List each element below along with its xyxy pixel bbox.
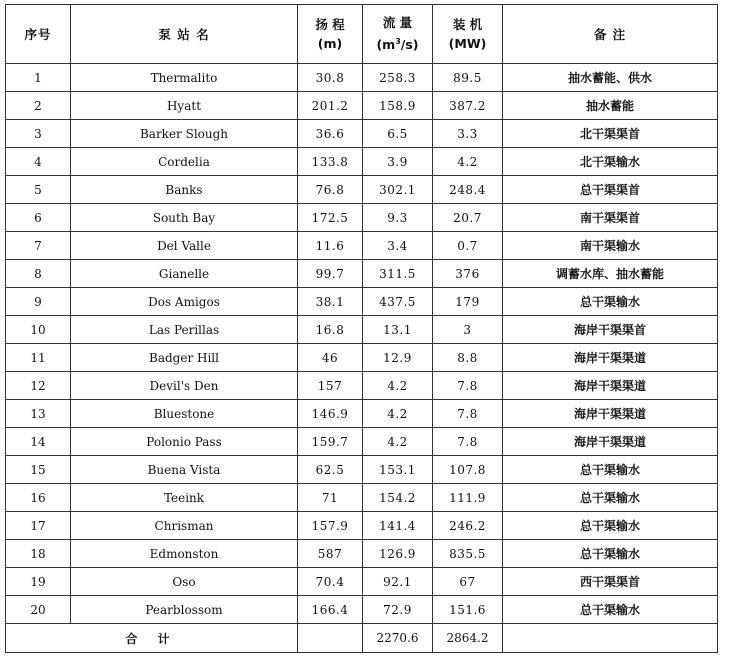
- cell-flow: 158.9: [363, 92, 433, 120]
- cell-capacity: 151.6: [433, 596, 503, 624]
- cell-index: 12: [6, 372, 71, 400]
- cell-capacity: 111.9: [433, 484, 503, 512]
- cell-name: Del Valle: [71, 232, 298, 260]
- table-header-row: [6, 5, 718, 64]
- cell-head: 99.7: [298, 260, 363, 288]
- cell-index: 6: [6, 204, 71, 232]
- cell-note: 总干渠输水: [503, 512, 718, 540]
- total-label: 合 计: [6, 624, 298, 653]
- cell-flow: 92.1: [363, 568, 433, 596]
- cell-capacity: 89.5: [433, 64, 503, 92]
- cell-capacity: 7.8: [433, 428, 503, 456]
- total-flow: 2270.6: [363, 624, 433, 653]
- cell-flow: 72.9: [363, 596, 433, 624]
- table-row: [6, 568, 718, 596]
- cell-capacity: 248.4: [433, 176, 503, 204]
- cell-name: Hyatt: [71, 92, 298, 120]
- cell-head: 70.4: [298, 568, 363, 596]
- cell-note: 海岸干渠渠道: [503, 372, 718, 400]
- cell-index: 13: [6, 400, 71, 428]
- cell-head: 38.1: [298, 288, 363, 316]
- cell-flow: 4.2: [363, 428, 433, 456]
- cell-head: 166.4: [298, 596, 363, 624]
- cell-name: Barker Slough: [71, 120, 298, 148]
- table-row: [6, 204, 718, 232]
- cell-index: 5: [6, 176, 71, 204]
- cell-index: 1: [6, 64, 71, 92]
- cell-head: 587: [298, 540, 363, 568]
- header-flow-unit: $(m^3/s)$: [376, 37, 419, 53]
- cell-name: Bluestone: [71, 400, 298, 428]
- cell-note: 调蓄水库、抽水蓄能: [503, 260, 718, 288]
- cell-index: 18: [6, 540, 71, 568]
- table-row: [6, 540, 718, 568]
- cell-name: Polonio Pass: [71, 428, 298, 456]
- cell-note: 海岸干渠渠道: [503, 400, 718, 428]
- cell-head: 157.9: [298, 512, 363, 540]
- cell-capacity: 835.5: [433, 540, 503, 568]
- table-row: [6, 64, 718, 92]
- cell-head: 201.2: [298, 92, 363, 120]
- header-capacity: [433, 5, 503, 64]
- cell-name: Buena Vista: [71, 456, 298, 484]
- cell-capacity: 20.7: [433, 204, 503, 232]
- table-row: [6, 316, 718, 344]
- cell-head: 157: [298, 372, 363, 400]
- cell-note: 北干渠渠首: [503, 120, 718, 148]
- cell-note: 南干渠渠首: [503, 204, 718, 232]
- table-row: [6, 288, 718, 316]
- cell-head: 71: [298, 484, 363, 512]
- cell-head: 30.8: [298, 64, 363, 92]
- cell-capacity: 67: [433, 568, 503, 596]
- cell-name: Cordelia: [71, 148, 298, 176]
- cell-flow: 3.9: [363, 148, 433, 176]
- cell-index: 3: [6, 120, 71, 148]
- header-capacity-unit: (MW): [448, 36, 487, 51]
- cell-name: Gianelle: [71, 260, 298, 288]
- cell-capacity: 0.7: [433, 232, 503, 260]
- cell-note: 总干渠输水: [503, 456, 718, 484]
- cell-note: 抽水蓄能、供水: [503, 64, 718, 92]
- table-row: [6, 372, 718, 400]
- header-head-unit: (m): [317, 36, 343, 51]
- header-capacity-label: 装 机: [452, 17, 483, 32]
- cell-name: Badger Hill: [71, 344, 298, 372]
- cell-capacity: 3.3: [433, 120, 503, 148]
- cell-head: 46: [298, 344, 363, 372]
- cell-flow: 4.2: [363, 400, 433, 428]
- cell-name: Edmonston: [71, 540, 298, 568]
- cell-flow: 4.2: [363, 372, 433, 400]
- cell-index: 8: [6, 260, 71, 288]
- cell-index: 16: [6, 484, 71, 512]
- cell-note: 总干渠输水: [503, 540, 718, 568]
- cell-name: Teeink: [71, 484, 298, 512]
- cell-flow: 6.5: [363, 120, 433, 148]
- cell-flow: 13.1: [363, 316, 433, 344]
- cell-name: South Bay: [71, 204, 298, 232]
- cell-head: 16.8: [298, 316, 363, 344]
- table-row: [6, 596, 718, 624]
- cell-capacity: 8.8: [433, 344, 503, 372]
- cell-note: 南干渠输水: [503, 232, 718, 260]
- cell-head: 36.6: [298, 120, 363, 148]
- cell-index: 4: [6, 148, 71, 176]
- cell-note: 抽水蓄能: [503, 92, 718, 120]
- cell-index: 17: [6, 512, 71, 540]
- cell-note: 海岸干渠渠道: [503, 428, 718, 456]
- cell-capacity: 179: [433, 288, 503, 316]
- cell-head: 159.7: [298, 428, 363, 456]
- table-row: [6, 512, 718, 540]
- cell-capacity: 4.2: [433, 148, 503, 176]
- cell-capacity: 376: [433, 260, 503, 288]
- header-index: 序号: [6, 5, 71, 64]
- cell-name: Devil's Den: [71, 372, 298, 400]
- cell-flow: 302.1: [363, 176, 433, 204]
- header-flow-label: 流 量: [382, 15, 413, 31]
- total-head: [298, 624, 363, 653]
- cell-flow: 258.3: [363, 64, 433, 92]
- cell-note: 北干渠输水: [503, 148, 718, 176]
- table-row: [6, 148, 718, 176]
- table-row: [6, 344, 718, 372]
- cell-index: 9: [6, 288, 71, 316]
- cell-index: 14: [6, 428, 71, 456]
- cell-flow: 3.4: [363, 232, 433, 260]
- header-notes: 备 注: [503, 5, 718, 64]
- cell-flow: 437.5: [363, 288, 433, 316]
- total-note: [503, 624, 718, 653]
- cell-note: 总干渠输水: [503, 484, 718, 512]
- table-row: [6, 260, 718, 288]
- cell-name: Oso: [71, 568, 298, 596]
- cell-head: 62.5: [298, 456, 363, 484]
- cell-note: 总干渠渠首: [503, 176, 718, 204]
- cell-flow: 126.9: [363, 540, 433, 568]
- cell-head: 133.8: [298, 148, 363, 176]
- total-capacity: 2864.2: [433, 624, 503, 653]
- cell-flow: 9.3: [363, 204, 433, 232]
- cell-name: Pearblossom: [71, 596, 298, 624]
- total-row: [6, 624, 718, 653]
- cell-capacity: 7.8: [433, 372, 503, 400]
- cell-capacity: 7.8: [433, 400, 503, 428]
- cell-note: 西干渠渠首: [503, 568, 718, 596]
- cell-flow: 141.4: [363, 512, 433, 540]
- cell-flow: 12.9: [363, 344, 433, 372]
- cell-flow: 153.1: [363, 456, 433, 484]
- cell-name: Dos Amigos: [71, 288, 298, 316]
- cell-note: 总干渠输水: [503, 596, 718, 624]
- cell-head: 76.8: [298, 176, 363, 204]
- header-head-label: 扬 程: [315, 17, 345, 32]
- cell-name: Chrisman: [71, 512, 298, 540]
- table-row: [6, 428, 718, 456]
- table-row: [6, 456, 718, 484]
- cell-capacity: 107.8: [433, 456, 503, 484]
- cell-name: Las Perillas: [71, 316, 298, 344]
- cell-index: 20: [6, 596, 71, 624]
- cell-index: 10: [6, 316, 71, 344]
- table-row: [6, 176, 718, 204]
- cell-note: 海岸干渠渠道: [503, 344, 718, 372]
- table-row: [6, 120, 718, 148]
- table-row: [6, 400, 718, 428]
- cell-capacity: 387.2: [433, 92, 503, 120]
- cell-index: 2: [6, 92, 71, 120]
- cell-note: 总干渠输水: [503, 288, 718, 316]
- header-name: 泵 站 名: [71, 5, 298, 64]
- cell-name: Banks: [71, 176, 298, 204]
- table-row: [6, 92, 718, 120]
- pump-station-table-container: [5, 4, 717, 653]
- table-body: [6, 64, 718, 624]
- cell-index: 11: [6, 344, 71, 372]
- cell-index: 19: [6, 568, 71, 596]
- table-row: [6, 484, 718, 512]
- table-row: [6, 232, 718, 260]
- cell-capacity: 3: [433, 316, 503, 344]
- header-head: [298, 5, 363, 64]
- cell-name: Thermalito: [71, 64, 298, 92]
- cell-head: 11.6: [298, 232, 363, 260]
- cell-index: 15: [6, 456, 71, 484]
- cell-index: 7: [6, 232, 71, 260]
- cell-head: 172.5: [298, 204, 363, 232]
- cell-flow: 311.5: [363, 260, 433, 288]
- header-flow: [363, 5, 433, 64]
- cell-note: 海岸干渠渠首: [503, 316, 718, 344]
- cell-flow: 154.2: [363, 484, 433, 512]
- cell-capacity: 246.2: [433, 512, 503, 540]
- pump-station-table: [5, 4, 718, 653]
- cell-head: 146.9: [298, 400, 363, 428]
